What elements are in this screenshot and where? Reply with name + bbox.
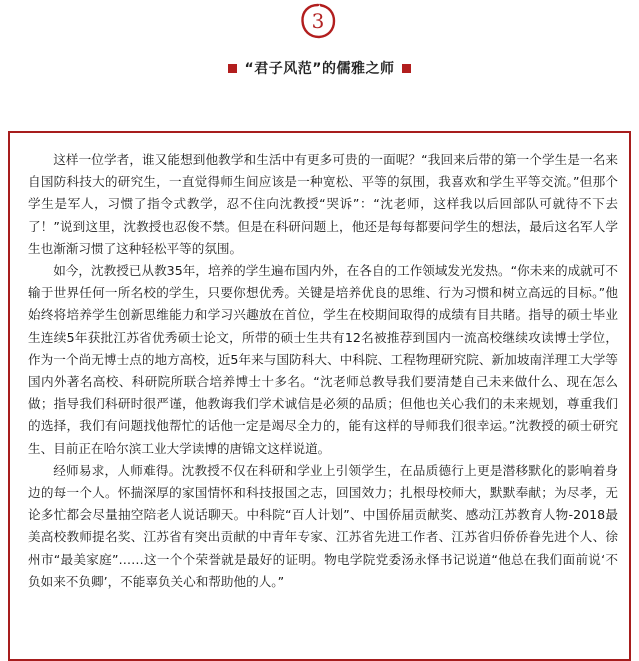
- section-number-badge: [299, 2, 337, 40]
- article-body: [28, 149, 618, 593]
- red-square-icon: [402, 64, 411, 73]
- red-square-icon: [228, 64, 237, 73]
- paragraph: 经师易求，人师难得。沈教授不仅在科研和学业上引领学生，在品质德行上更是潜移默化的影响着身边的每一个人。怀揣深厚的家国情怀和科技报国之志，回国效力；扎根母校师大，默默奉献；为尽孝，无论多忙都会尽量抽空陪老人说话聊天。中科院“百人计划”、中国侨届贡献奖、感动江苏教育人物-2018最美高校教师提名奖、江苏省有突出贡献的中青年专家、江苏省先进工作者、江苏省归侨侨眷先进个人、徐州市“最美家庭”……这一个个荣誉就是最好的证明。物电学院党委汤永怿书记说道“他总在我们面前说‘不负如来不负卿’，不能辜负关心和帮助他的人。”: [28, 462, 618, 589]
- paragraph: 如今，沈教授已从教35年，培养的学生遍布国内外，在各自的工作领域发光发热。“你未来的成就可不输于世界任何一所名校的学生，只要你想优秀。关键是培养优良的思维、行为习惯和树立高远的目标。”他始终将培养学生创新思维能力和学习兴趣放在首位，学生在校期间取得的成绩有目共睹。指导的硕士毕业生连续5年获批江苏省优秀硕士论文，所带的硕士生共有12名被推荐到国内一流高校继续攻读博士学位，作为一个尚无博士点的地方高校，近5年来与国防科大、中科院、工程物理研究院、新加坡南洋理工大学等国内外著名高校、科研院所联合培养博士十多名。“沈老师总教导我们要清楚自己未来做什么、现在怎么做；指导我们科研时很严谨，他教诲我们学术诚信是必须的品质；但他也关心我们的未来规划，尊重我们的选择，我们有问题找他帮忙的话他一定是竭尽全力的，能有这样的导师我们很幸运。”沈教授的硕士研究生、目前正在哈尔滨工业大学读博的唐锦文这样说道。: [28, 263, 618, 456]
- paragraph: 这样一位学者，谁又能想到他教学和生活中有更多可贵的一面呢？“我回来后带的第一个学生是一名来自国防科技大的研究生，一直觉得师生间应该是一种宽松、平等的氛围，我喜欢和学生平等交流。”但那个学生是军人，习惯了指令式教学，忍不住向沈教授“哭诉”：“沈老师，这样我以后回部队可就待不下去了！”说到这里，沈教授也忍俊不禁。但是在科研问题上，他还是每每都要问学生的想法，最后这名军人学生也渐渐习惯了这种轻松平等的氛围。: [28, 152, 618, 256]
- section-header: [0, 0, 639, 110]
- section-title: “君子风范”的儒雅之师: [244, 61, 395, 77]
- section-title-row: [0, 56, 639, 80]
- section-number: 3: [311, 9, 325, 33]
